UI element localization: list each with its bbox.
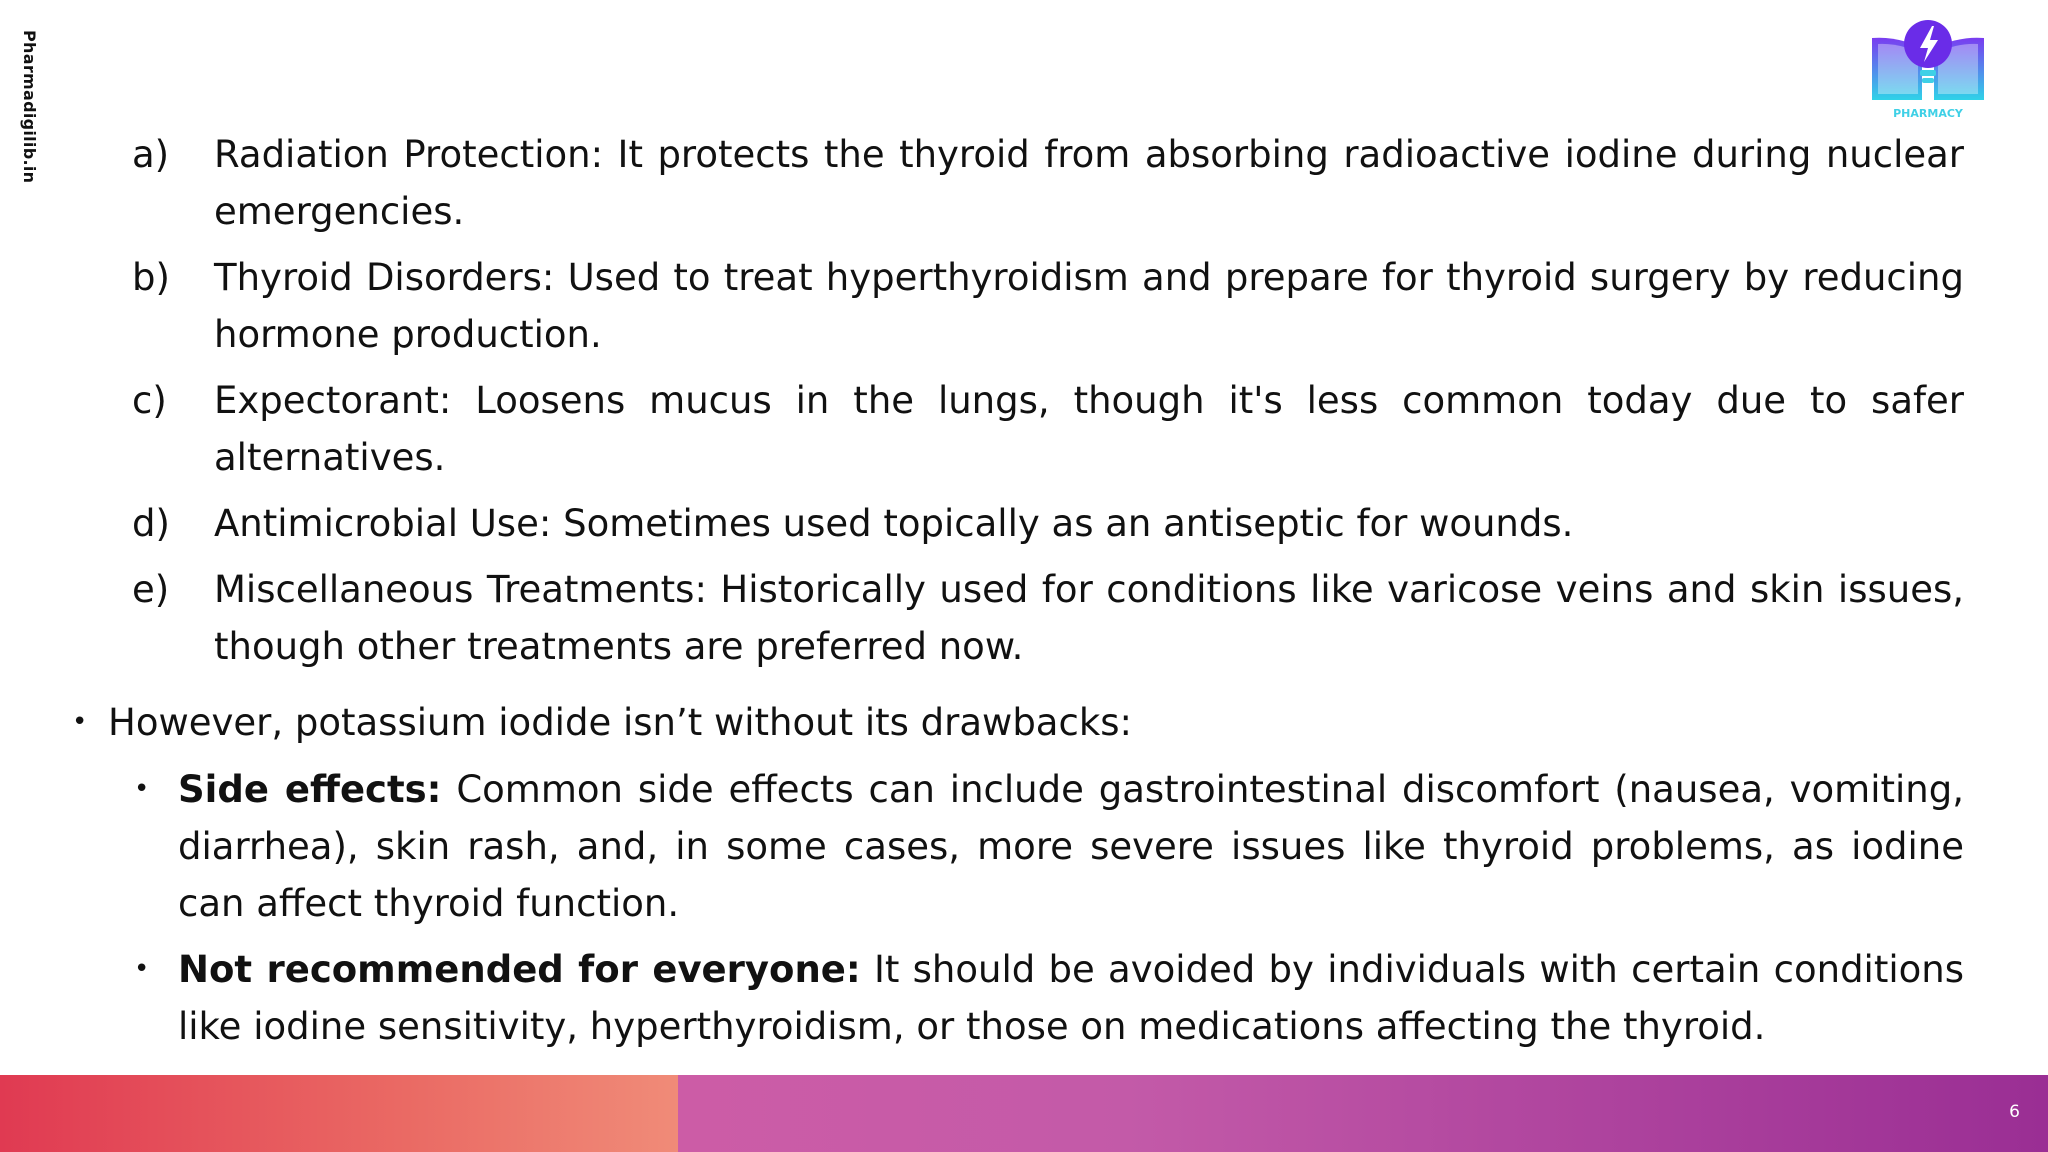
bullet-item-drawbacks <box>70 694 1964 1055</box>
sub-bullet-marker: • <box>134 774 150 804</box>
lightbulb-book-icon <box>1866 20 1990 110</box>
sub-item-text: It should be avoided by individuals with certain conditions like iodine sensitivity, hyperthyroidism, or those on medications affecting the thyroid. <box>178 948 1964 1048</box>
list-item-text: Expectorant: Loosens mucus in the lungs, though it's less common today due to safer alternatives. <box>214 379 1964 479</box>
list-item-text: Thyroid Disorders: Used to treat hyperthyroidism and prepare for thyroid surgery by reducing hormone production. <box>214 256 1964 356</box>
pharmacy-logo <box>1862 18 1994 120</box>
list-item-text: Antimicrobial Use: Sometimes used topically as an antiseptic for wounds. <box>214 502 1574 545</box>
footer-bar <box>0 1075 2048 1152</box>
sub-item-text: Common side effects can include gastrointestinal discomfort (nausea, vomiting, diarrhea), skin rash, and, in some cases, more severe issues like thyroid problems, as iodine can affect thyroid function. <box>178 768 1964 925</box>
bullet-text: However, potassium iodide isn’t without its drawbacks: <box>108 701 1132 744</box>
list-item <box>132 249 1964 363</box>
drawbacks-sub-list <box>70 761 1964 1055</box>
list-item <box>132 561 1964 675</box>
bullet-marker: • <box>72 707 88 737</box>
list-item <box>132 372 1964 486</box>
drawbacks-list <box>70 694 1964 1064</box>
list-item-letter: b) <box>132 256 170 299</box>
list-item-letter: c) <box>132 379 167 422</box>
sub-bullet-marker: • <box>134 954 150 984</box>
sub-list-item <box>70 941 1964 1055</box>
uses-list <box>132 126 1964 684</box>
list-item <box>132 126 1964 240</box>
logo-text: PHARMACY <box>1893 107 1963 120</box>
sub-item-heading: Side effects: <box>178 768 442 811</box>
side-brand-text: Pharmadigilib.in <box>20 30 39 184</box>
sub-list-item <box>70 761 1964 932</box>
footer-accent <box>0 1075 678 1152</box>
page-number: 6 <box>2009 1102 2020 1122</box>
list-item-letter: e) <box>132 568 170 611</box>
list-item <box>132 495 1964 552</box>
list-item-letter: d) <box>132 502 170 545</box>
list-item-text: Radiation Protection: It protects the thyroid from absorbing radioactive iodine during nuclear emergencies. <box>214 133 1964 233</box>
sub-item-heading: Not recommended for everyone: <box>178 948 861 991</box>
list-item-letter: a) <box>132 133 170 176</box>
list-item-text: Miscellaneous Treatments: Historically used for conditions like varicose veins and skin issues, though other treatments are preferred now. <box>214 568 1964 668</box>
